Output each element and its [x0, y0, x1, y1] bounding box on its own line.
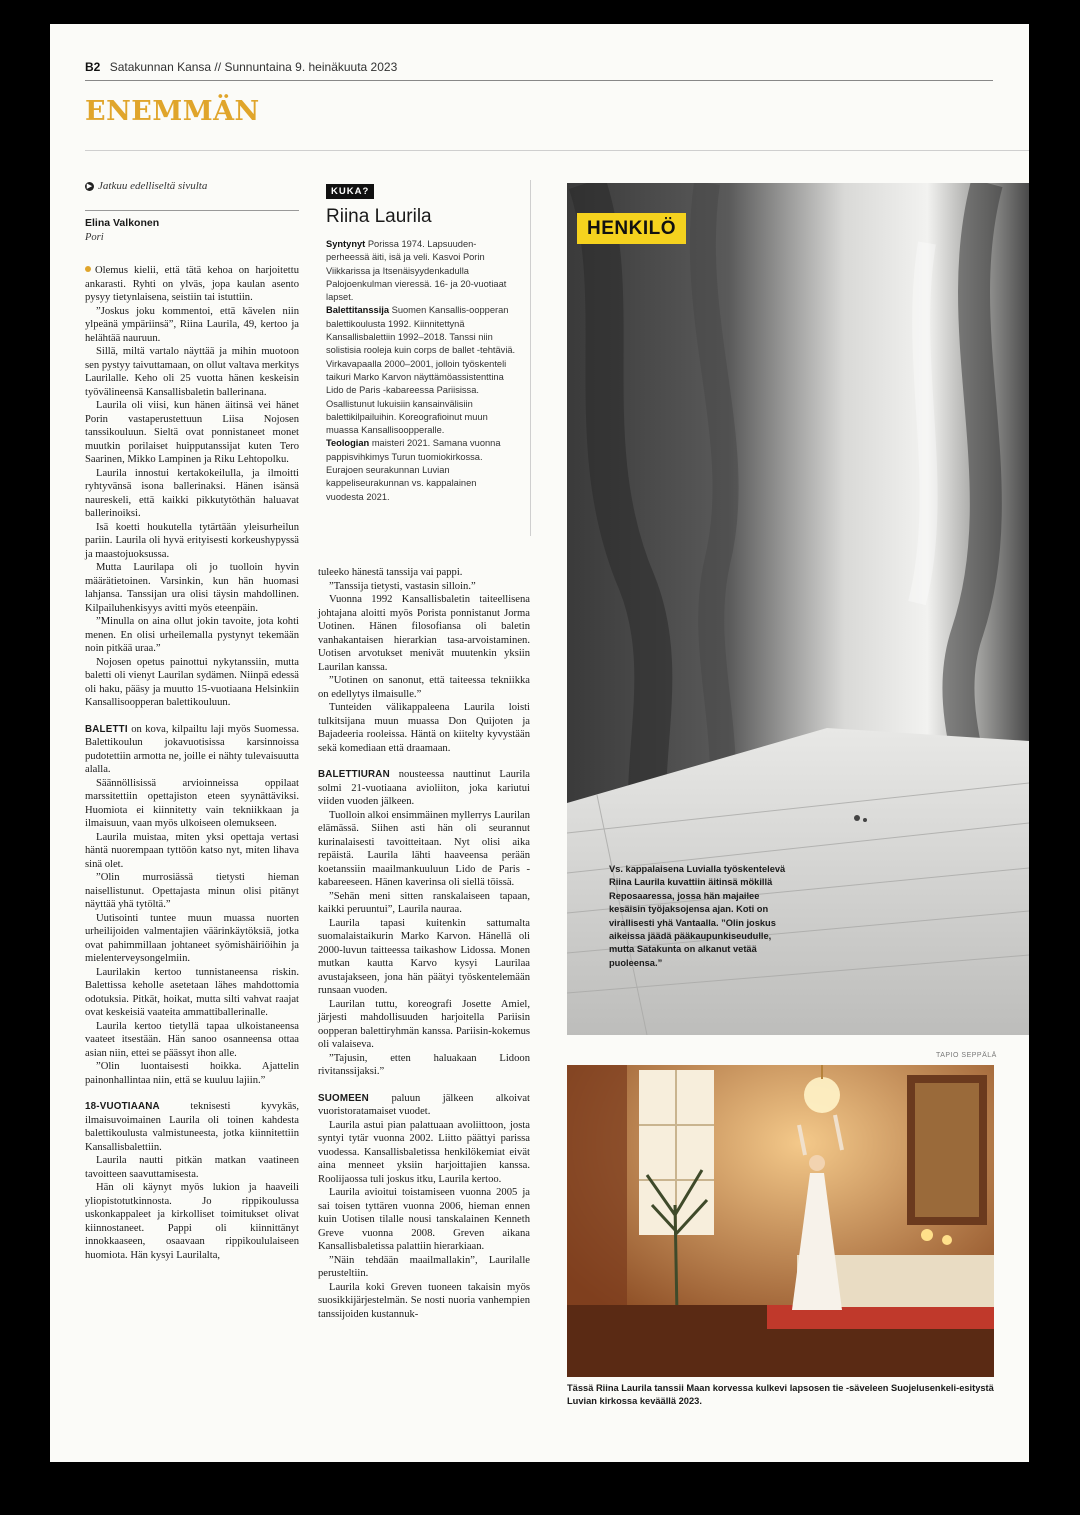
- publication-line: Satakunnan Kansa // Sunnuntaina 9. heinäkuuta 2023: [109, 60, 398, 74]
- section-title: ENEMMÄN: [85, 96, 260, 127]
- article-paragraph: ”Olin murrosiässä tietysti hieman naisellistunut. Opettajasta minun olisi pitänyt näyttää yhä tytöltä.”: [85, 872, 299, 910]
- kuka-tag: KUKA?: [326, 184, 374, 199]
- byline-location: Pori: [85, 232, 104, 243]
- kuka-body: Syntynyt Porissa 1974. Lapsuuden-perheessä äiti, isä ja veli. Kasvoi Porin Viikkarissa ja Itsenäisyydenkadulla Palojoenkulman vieressä. 16- ja 20-vuotiaat lapset. Balettitanssija Suomen Kansallis-oopperan balettikoulusta 1992. Kiinnitettynä Kansallisbalettiin 1992–2018. Tanssi niin solistisia rooleja kuin corps de ballet -tehtäviä. Virkavapaalla 2000–2001, jolloin työskenteli taikuri Marko Karvon näyttämöassistenttina Lido de Paris -kabareessa Pariisissa. Osallistunut lukuisiin kansainvälisiin balettikilpailuihin. Koreografioinut muun muassa Kansallisoopperalle. Teologian maisteri 2021. Samana vuonna pappisvihkimys Turun tuomiokirkossa. Eurajoen seurakunnan Luvian kappeliseurakunnan vs. kappalainen vuodesta 2021.: [326, 239, 516, 502]
- article-paragraph: Laurila astui pian palattuaan avoliittoon, josta syntyi tytär vuonna 2002. Liitto päättyi parissa vuodessa. Kansallisbaletissa henkilökemiat eivät aina menneet yksiin harjoittajien kanssa. Roolijaossa tuli joskus itku, Laurila kertoo.: [318, 1119, 530, 1185]
- article-paragraph: 18-VUOTIAANA teknisesti kyvykäs, ilmaisuvoimainen Laurila oli toinen kahdesta balettikoulusta valmistuneesta, jotka kiinnitettiin Kansallisbalettiin.: [85, 1101, 299, 1153]
- article-paragraph: Laurila nautti pitkän matkan vaatineen tavoitteen saavuttamisesta.: [85, 1155, 299, 1180]
- church-photo-caption: Tässä Riina Laurila tanssii Maan korvessa kulkevi lapsosen tie -säveleen Suojelusenkeli-esitystä Luvian kirkossa keväällä 2023.: [567, 1383, 994, 1406]
- article-paragraph: Laurila kertoo tietyllä tapaa ulkoistaneensa vaateet itsestään. Hän sanoo osanneensa ottaa asian niin, ettei se päässyt ihon alle.: [85, 1020, 299, 1059]
- article-paragraph: SUOMEEN paluun jälkeen alkoivat vuoristoratamaiset vuodet.: [318, 1092, 531, 1117]
- section-divider: [85, 150, 1029, 151]
- article-paragraph: ”Uotinen on sanonut, että taiteessa tekniikka on edellytys ilmaisulle.”: [318, 675, 530, 700]
- article-paragraph: BALETTI on kova, kilpailtu laji myös Suomessa. Balettikoulun jokavuotisissa karsinnoissa pudotettiin armotta ne, joille ei nähty tulevaisuutta alalla.: [85, 723, 299, 775]
- church-photo: [567, 1065, 994, 1377]
- article-paragraph: Tunteiden välikappaleena Laurila loisti tulkitsijana muun muassa Don Quijoten ja Bajadeeria rooleissa. Häntä on kiitelty kyvystään sekä komediaan että draamaan.: [318, 702, 530, 754]
- article-paragraph: Laurila muistaa, miten yksi opettaja vertasi häntä nuorempaan tyttöön katso nyt, miten lihava sinä olet.: [85, 831, 299, 870]
- article-paragraph: Olemus kielii, että tätä kehoa on harjoitettu ankarasti. Ryhti on ylväs, jopa kaulan asento pysyy tietynlaisena, seistiin tai istuttiin.: [85, 265, 299, 303]
- header-divider: [85, 80, 993, 81]
- article-paragraph: Säännöllisissä arvioinneissa oppilaat marssitettiin opettajiston eteen syynättäviksi. Huomiota ei kiinnitetty vain tekniikkaan ja ilmaisuun, vaan myös ulkoiseen olemukseen.: [85, 777, 299, 829]
- newspaper-page: [50, 24, 1029, 1462]
- article-paragraph: ”Tajusin, etten haluakaan Lidoon rivitanssijaksi.”: [318, 1052, 530, 1077]
- kuka-label: Balettitanssija: [326, 305, 390, 316]
- article-paragraph: ”Näin tehdään maailmallakin”, Laurilalle perusteltiin.: [318, 1254, 530, 1279]
- kuka-label: Syntynyt: [326, 239, 366, 249]
- dock-photo-caption: Vs. kappalaisena Luvialla työskentelevä Riina Laurila kuvattiin äitinsä mökillä Reposaaressa, jossa hän majailee kesäisin työjaksojensa ajan. Koti on virallisesti yhä Vantaalla. ”Olin joskus aikeissa jäädä pääkaupunkiseudulle, mutta Satakunta on alkanut vetää puoleensa.”: [609, 864, 786, 968]
- page-number: B2: [85, 60, 101, 74]
- kuka-name: Riina Laurila: [326, 206, 432, 227]
- article-paragraph: ”Sehän meni sitten ranskalaiseen tapaan, kaikki peruuntui”, Laurila nauraa.: [318, 890, 530, 915]
- article-column-2: [318, 566, 530, 1321]
- article-paragraph: Laurila avioitui toistamiseen vuonna 2005 ja sai toisen tyttären vuonna 2006, hieman ennen kuin Uotisen tilalle nousi tanskalainen Kenneth Greve vuonna 2008. Greven aikana Kansallisbaletissa palattiin hierarkiaan.: [318, 1187, 530, 1252]
- henkilo-tag: HENKILÖ: [577, 213, 686, 244]
- article-paragraph: Laurila innostui kertakokeilulla, ja ilmoitti ryhtyvänsä isona ballerinaksi. Hänen isänsä naureskeli, että kaikki pikkutytöthän haluavat ballerinoiksi.: [85, 467, 299, 519]
- page-header: [85, 60, 993, 74]
- byline-divider: [85, 210, 299, 211]
- continuation-note: [85, 180, 207, 192]
- dock-photo: [567, 183, 1029, 1035]
- article-paragraph: ”Olin luontaisesti hoikka. Ajattelin painonhallintaa niin, että se kuuluu lajiin.”: [85, 1061, 299, 1086]
- article-paragraph: Isä koetti houkutella tytärtään yleisurheilun pariin. Laurila oli hyvä erityisesti korkeushypyssä ja maastojuoksussa.: [85, 521, 299, 560]
- article-paragraph: ”Tanssija tietysti, vastasin silloin.”: [329, 580, 476, 592]
- church-photo-image: [567, 1065, 994, 1377]
- lead-term: 18-VUOTIAANA: [85, 1101, 160, 1112]
- kuka-label: Teologian: [326, 438, 370, 449]
- article-paragraph: Laurilakin kertoo tunnistaneensa riskin. Balettissa keholle asetetaan lähes mahdottomia odotuksia. Pitkät, hoikat, mutta silti vahvat raajat ovat keskeisiä vaateita ammattiballerinalle.: [85, 966, 299, 1018]
- article-paragraph: BALETTIURAN nousteessa nauttinut Laurila solmi 21-vuotiaana avioliiton, joka kariutui viiden vuoden jälkeen.: [318, 769, 530, 807]
- photo-credit: TAPIO SEPPÄLÄ: [936, 1052, 997, 1059]
- article-paragraph: Laurilan tuttu, koreografi Josette Amiel, järjesti mahdollisuuden harjoitella Pariisin oopperan balettiryhmän kanssa. Pariisin-kokemus oli valaiseva.: [318, 998, 530, 1050]
- article-paragraph: Laurila oli viisi, kun hänen äitinsä vei hänet Porin vastaperustettuun Liisa Nojosen tanssikouluun. Sieltä ovat ponnistaneet monet muutkin porilaiset huipputanssijat kuten Tero Saarinen, Mikko Lampinen ja Riku Lehtopolku.: [85, 400, 299, 465]
- article-paragraph: Sillä, miltä vartalo näyttää ja mihin muotoon sen pystyy taivuttamaan, on ollut valtava merkitys Laurilalle. Keho oli 25 vuotta hänen keskeisin työvälineensä Kansallisbaletin ballerinana.: [85, 346, 299, 398]
- article-paragraph: Mutta Laurilapa oli jo tuolloin hyvin määrätietoinen. Varsinkin, kun hän huomasi lahjansa. Tanssijan ura olisi täysin mahdollinen. Kilpailuhenkisyys avitti myös eteenpäin.: [85, 562, 299, 614]
- bullet-dot-icon: [85, 266, 91, 272]
- article-paragraph: Tuolloin alkoi ensimmäinen myllerrys Laurilan elämässä. Siihen asti hän oli seurannut kurinalaisesti tavoitteitaan. Nyt olisi aika repäistä. Laurila lähti haaveensa perään koetanssiin maailmankuuluun Lido de Paris -kabareeseen. Hänen kaverinsa oli siellä töissä.: [318, 809, 530, 888]
- article-paragraph: Vuonna 1992 Kansallisbaletin taiteellisena johtajana aloitti myös Porista ponnistanut Jorma Uotinen. Hänen filosofiansa oli baletin vanhakantaisen hierarkian tasa-arvoistaminen. Uotisen arvotukset menivät muutenkin yksiin Laurilan kanssa.: [318, 594, 530, 673]
- kuka-factbox: [318, 180, 531, 536]
- lead-term: BALETTI: [85, 723, 128, 735]
- article-paragraph: tuleeko hänestä tanssija vai pappi.: [318, 567, 463, 578]
- lead-term: BALETTIURAN: [318, 769, 390, 780]
- byline-author: Elina Valkonen: [85, 217, 160, 229]
- article-paragraph: ”Joskus joku kommentoi, että kävelen niin ylpeänä ympäriinsä”, Riina Laurila, 49, kertoo ja helähtää nauruun.: [85, 305, 299, 344]
- article-paragraph: Laurila koki Greven tuoneen takaisin myös suosikkijärjestelmän. Se nosti nuoria vanhempien tanssijoiden kustannuk-: [318, 1281, 530, 1320]
- continuation-text: Jatkuu edelliseltä sivulta: [98, 180, 208, 192]
- arrow-right-icon: ▶: [86, 182, 93, 190]
- article-paragraph: Laurila tapasi kuitenkin sattumalta suomalaistaikurin Marko Karvon. Hänellä oli 2000-luvun taitteessa taikashow Lidossa. Monen mutkan kautta Karvo kysyi Laurilaa avustajakseen, jona hän päätyi työskentelemään runsaan vuoden.: [318, 917, 530, 996]
- article-paragraph: ”Minulla on aina ollut jokin tavoite, jota kohti menen. En olisi urheilemalla pystynyt tekemään noin pitkää uraa.”: [85, 616, 299, 654]
- article-paragraph: Uutisointi tuntee muun muassa nuorten urheilijoiden valmentajien väärinkäytöksiä, jotka ovat pahimmillaan johtaneet syömishäiriöihin ja mielenterveysongelmiin.: [85, 912, 299, 964]
- article-paragraph: Nojosen opetus painottui nykytanssiin, mutta baletti oli vienyt Laurilan sydämen. Niinpä edessä oli haku, pääsy ja muutto 15-vuotiaana Helsinkiin Kansallisoopperan balettikouluun.: [85, 656, 299, 708]
- article-column-1: [85, 264, 299, 1262]
- lead-term: SUOMEEN: [318, 1092, 369, 1104]
- article-paragraph: Hän oli käynyt myös lukion ja haaveili yliopistotutkinnosta. Jo rippikoulussa uskonkappaleet ja kirkolliset toimitukset olivat kiinnostaneet. Pappi oli kiinnittänyt innokkaaseen, osaavaan rippikoululaiseen huomiota. Hän kysyi Laurilalta,: [85, 1182, 299, 1261]
